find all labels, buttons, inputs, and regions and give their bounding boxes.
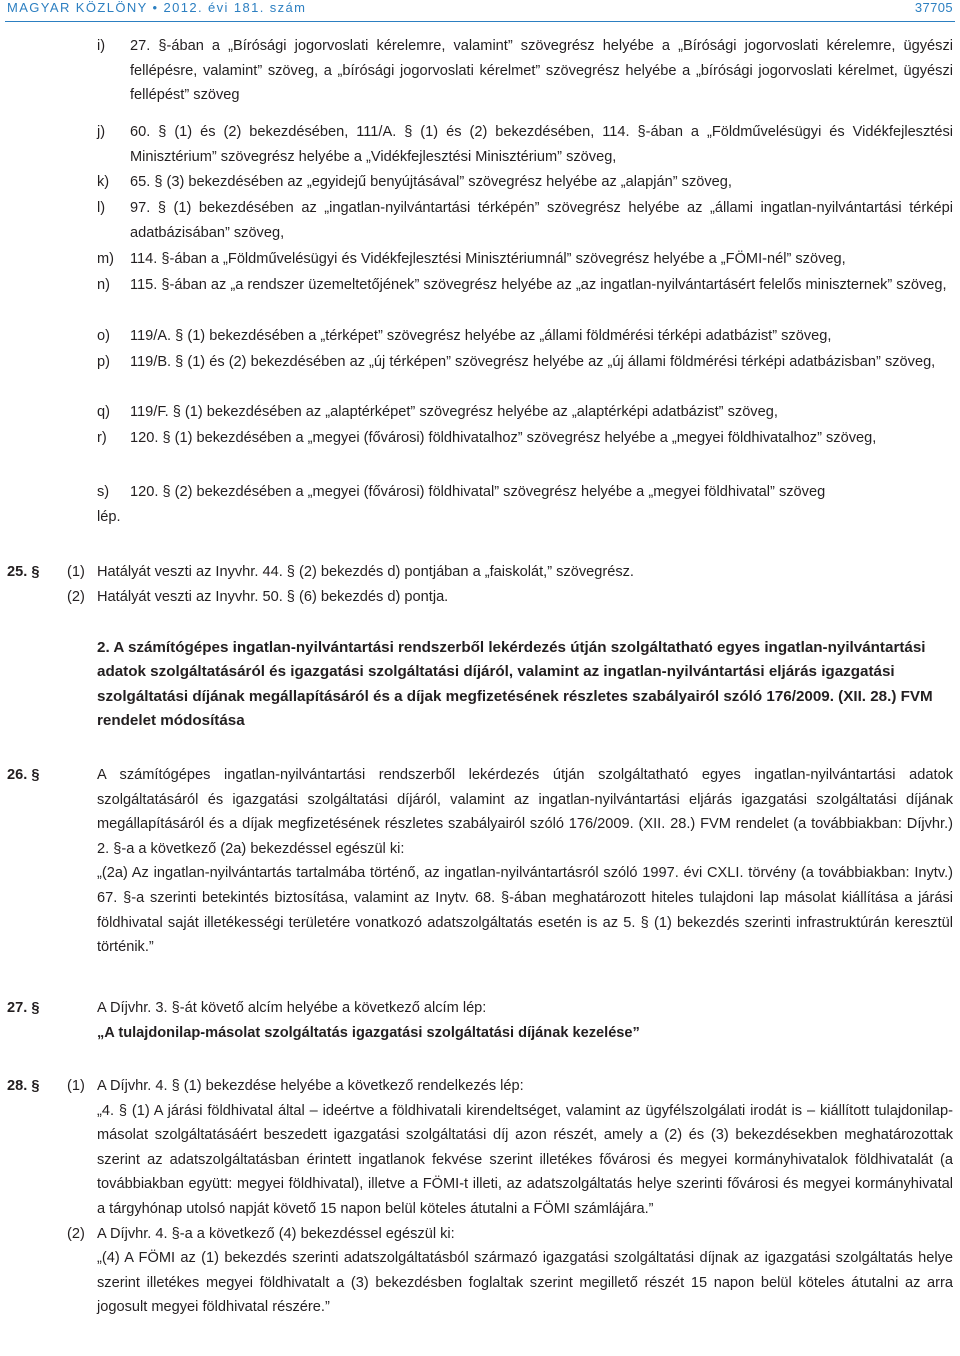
- section-title: 2. A számítógépes ingatlan-nyilvántartási rendszerből lekérdezés útján szolgáltatható egyes ingatlan-nyilvántartási adatok szolgáltatásáról és igazgatási szolgáltatási díjáról, valamint az ingatlan-nyilvántartási eljárás igazgatási szolgáltatási díjának megállapításáról és a díjak megfizetésének részletes szabályairól szóló 176/2009. (XII. 28.) FVM rendelet módosítása: [97, 639, 933, 730]
- quoted-text: „(2a) Az ingatlan-nyilvántartás tartalmába történő, az ingatlan-nyilvántartásról szóló 1997. évi CXLI. törvény (a továbbiakban: Inytv.) 67. §-a szerinti betekintés biztosítása, valamint az Inytv. 68. §-ában meghatározott hiteles tulajdoni lap másolat kiállítása a járási földhivatal saját illetékességi területére vonatkozó adatszolgáltatás esetén is az 5. § (1) bekezdés szerinti infrastruktúrán keresztül történik.”: [97, 865, 953, 956]
- section-number: 28. §: [7, 1078, 40, 1094]
- item-label: s): [97, 484, 110, 500]
- quoted-text: „(4) A FÖMI az (1) bekezdés szerinti adatszolgáltatásból származó igazgatási szolgáltatási díjnak az igazgatási szolgáltatás helye szerint illetékes megyei földhivatalt a (3) bekezdésben foglaltak szerint megillető részét 15 napon belül köteles átutalni az arra jogosult megyei földhivatal részére.”: [97, 1250, 953, 1316]
- item-label: k): [97, 174, 110, 190]
- paragraph-text: A Díjvhr. 4. § (1) bekezdése helyébe a következő rendelkezés lép:: [97, 1078, 524, 1094]
- list-item-l: [97, 196, 953, 245]
- section-25: [7, 560, 953, 609]
- header-rule: [5, 21, 955, 22]
- item-text: 119/B. § (1) és (2) bekezdésében az „új térképen” szövegrész helyébe az „új állami földmérési térképi adatbázisban” szöveg,: [130, 354, 936, 370]
- item-text: 119/F. § (1) bekezdésében az „alaptérképet” szövegrész helyébe az „alaptérképi adatbázist” szöveg,: [130, 404, 778, 420]
- item-text: 114. §-ában a „Földművelésügyi és Vidékfejlesztési Minisztériumnál” szövegrész helyébe a „FÖMI-nél” szöveg,: [130, 251, 846, 267]
- list-item-s: [97, 480, 953, 529]
- list-item-q: [97, 400, 953, 425]
- item-text: 65. § (3) bekezdésében az „egyidejű benyújtásával” szövegrész helyébe az „alapján” szöveg,: [130, 174, 732, 190]
- page-header: [7, 0, 953, 22]
- list-item-r: [97, 426, 953, 451]
- section-number: 26. §: [7, 767, 40, 783]
- paragraph-text: A Díjvhr. 4. §-a a következő (4) bekezdéssel egészül ki:: [97, 1225, 455, 1242]
- item-text: 119/A. § (1) bekezdésében a „térképet” szövegrész helyébe az „állami földmérési térképi adatbázist” szöveg,: [130, 328, 832, 344]
- items-tail: lép.: [97, 508, 121, 525]
- section-text: A számítógépes ingatlan-nyilvántartási rendszerből lekérdezés útján szolgáltatható egyes ingatlan-nyilvántartási adatok szolgáltatásáról és igazgatási szolgáltatási díjáról, valamint az ingatlan-nyilvántartási eljárás igazgatási szolgáltatási díjának megállapításáról és a díjak megfizetésének részletes szabályairól szóló 176/2009. (XII. 28.) FVM rendelet (a továbbiakban: Díjvhr.) 2. §-a a következő (2a) bekezdéssel egészül ki:: [97, 767, 953, 857]
- item-label: n): [97, 277, 110, 293]
- list-item-p: [97, 350, 953, 375]
- item-label: l): [97, 200, 106, 216]
- quoted-text: „4. § (1) A járási földhivatal által – ideértve a földhivatali kirendeltséget, valamint az ügyfélszolgálati irodát is – kiállított tulajdonilap-másolat szolgáltatásáért beszedett igazgatási szolgáltatási díj azon részét, amely a (2) és (3) bekezdésekben meghatározottak szerint az adatszolgáltatásban érintett ingatlanok fekvése szerint illetékes fővárosi és megyei kormányhivatalok földhivatalát (a továbbiakban együtt: megyei földhivatal), illetve a FÖMI-t illeti, az adatszolgáltatás helye szerinti fővárosi és megyei kormányhivatal a tárgyhónap utolsó napját követő 15 napon belül köteles átutalni a FÖMI számlájára.”: [97, 1102, 953, 1217]
- item-text: 60. § (1) és (2) bekezdésében, 111/A. § (1) és (2) bekezdésében, 114. §-ában a „Földművelésügyi és Vidékfejlesztési Minisztérium” szövegrész helyébe a „Vidékfejlesztési Minisztérium” szöveg,: [130, 124, 953, 165]
- section-text: A Díjvhr. 3. §-át követő alcím helyébe a következő alcím lép:: [97, 1000, 487, 1016]
- quoted-subtitle: „A tulajdonilap-másolat szolgáltatás igazgatási szolgáltatási díjának kezelése”: [97, 1024, 640, 1041]
- list-item-o: [97, 324, 953, 349]
- item-label: m): [97, 251, 115, 267]
- item-label: o): [97, 328, 110, 344]
- list-item-i: [97, 34, 953, 108]
- list-item-n: [97, 273, 953, 298]
- list-item-j: [97, 120, 953, 169]
- paragraph-number: (2): [67, 588, 85, 605]
- paragraph-number: (2): [67, 1225, 85, 1242]
- journal-title: MAGYAR KÖZLÖNY • 2012. évi 181. szám: [7, 0, 307, 15]
- item-text: 120. § (2) bekezdésében a „megyei (fővárosi) földhivatal” szövegrész helyébe a „megyei földhivatal” szöveg: [130, 484, 826, 500]
- section-28: [7, 1074, 953, 1320]
- section-27: [7, 996, 953, 1045]
- list-item-k: [97, 170, 953, 195]
- section-26: [7, 763, 953, 960]
- item-label: p): [97, 354, 110, 370]
- item-text: 27. §-ában a „Bírósági jogorvoslati kérelemre, valamint” szövegrész helyébe a „Bírósági jogorvoslati kérelemre, ügyészi fellépésre, valamint” szöveg, a „bírósági jogorvoslati kérelmet” szövegrész helyébe a „bírósági jogorvoslati kérelmet, ügyészi fellépést” szöveg: [130, 38, 953, 104]
- section-number: 25. §: [7, 564, 40, 580]
- item-label: r): [97, 430, 107, 446]
- paragraph-number: (1): [67, 564, 85, 580]
- paragraph-text: Hatályát veszti az Inyvhr. 44. § (2) bekezdés d) pontjában a „faiskolát,” szövegrész.: [97, 564, 634, 580]
- item-text: 120. § (1) bekezdésében a „megyei (fővárosi) földhivatalhoz” szövegrész helyébe a „megyei földhivatalhoz” szöveg,: [130, 430, 877, 446]
- item-label: i): [97, 38, 106, 54]
- list-item-m: [97, 247, 953, 272]
- item-label: j): [97, 124, 106, 140]
- item-text: 97. § (1) bekezdésében az „ingatlan-nyilvántartási térképén” szövegrész helyébe az „állami ingatlan-nyilvántartási térképi adatbázisában” szöveg,: [130, 200, 953, 241]
- paragraph-number: (1): [67, 1078, 85, 1094]
- item-label: q): [97, 404, 110, 420]
- paragraph-text: Hatályát veszti az Inyvhr. 50. § (6) bekezdés d) pontja.: [97, 588, 449, 605]
- section-number: 27. §: [7, 1000, 40, 1016]
- page-number: 37705: [914, 0, 953, 15]
- item-text: 115. §-ában az „a rendszer üzemeltetőjének” szövegrész helyébe az „az ingatlan-nyilvántartásért felelős miniszternek” szöveg,: [130, 277, 947, 293]
